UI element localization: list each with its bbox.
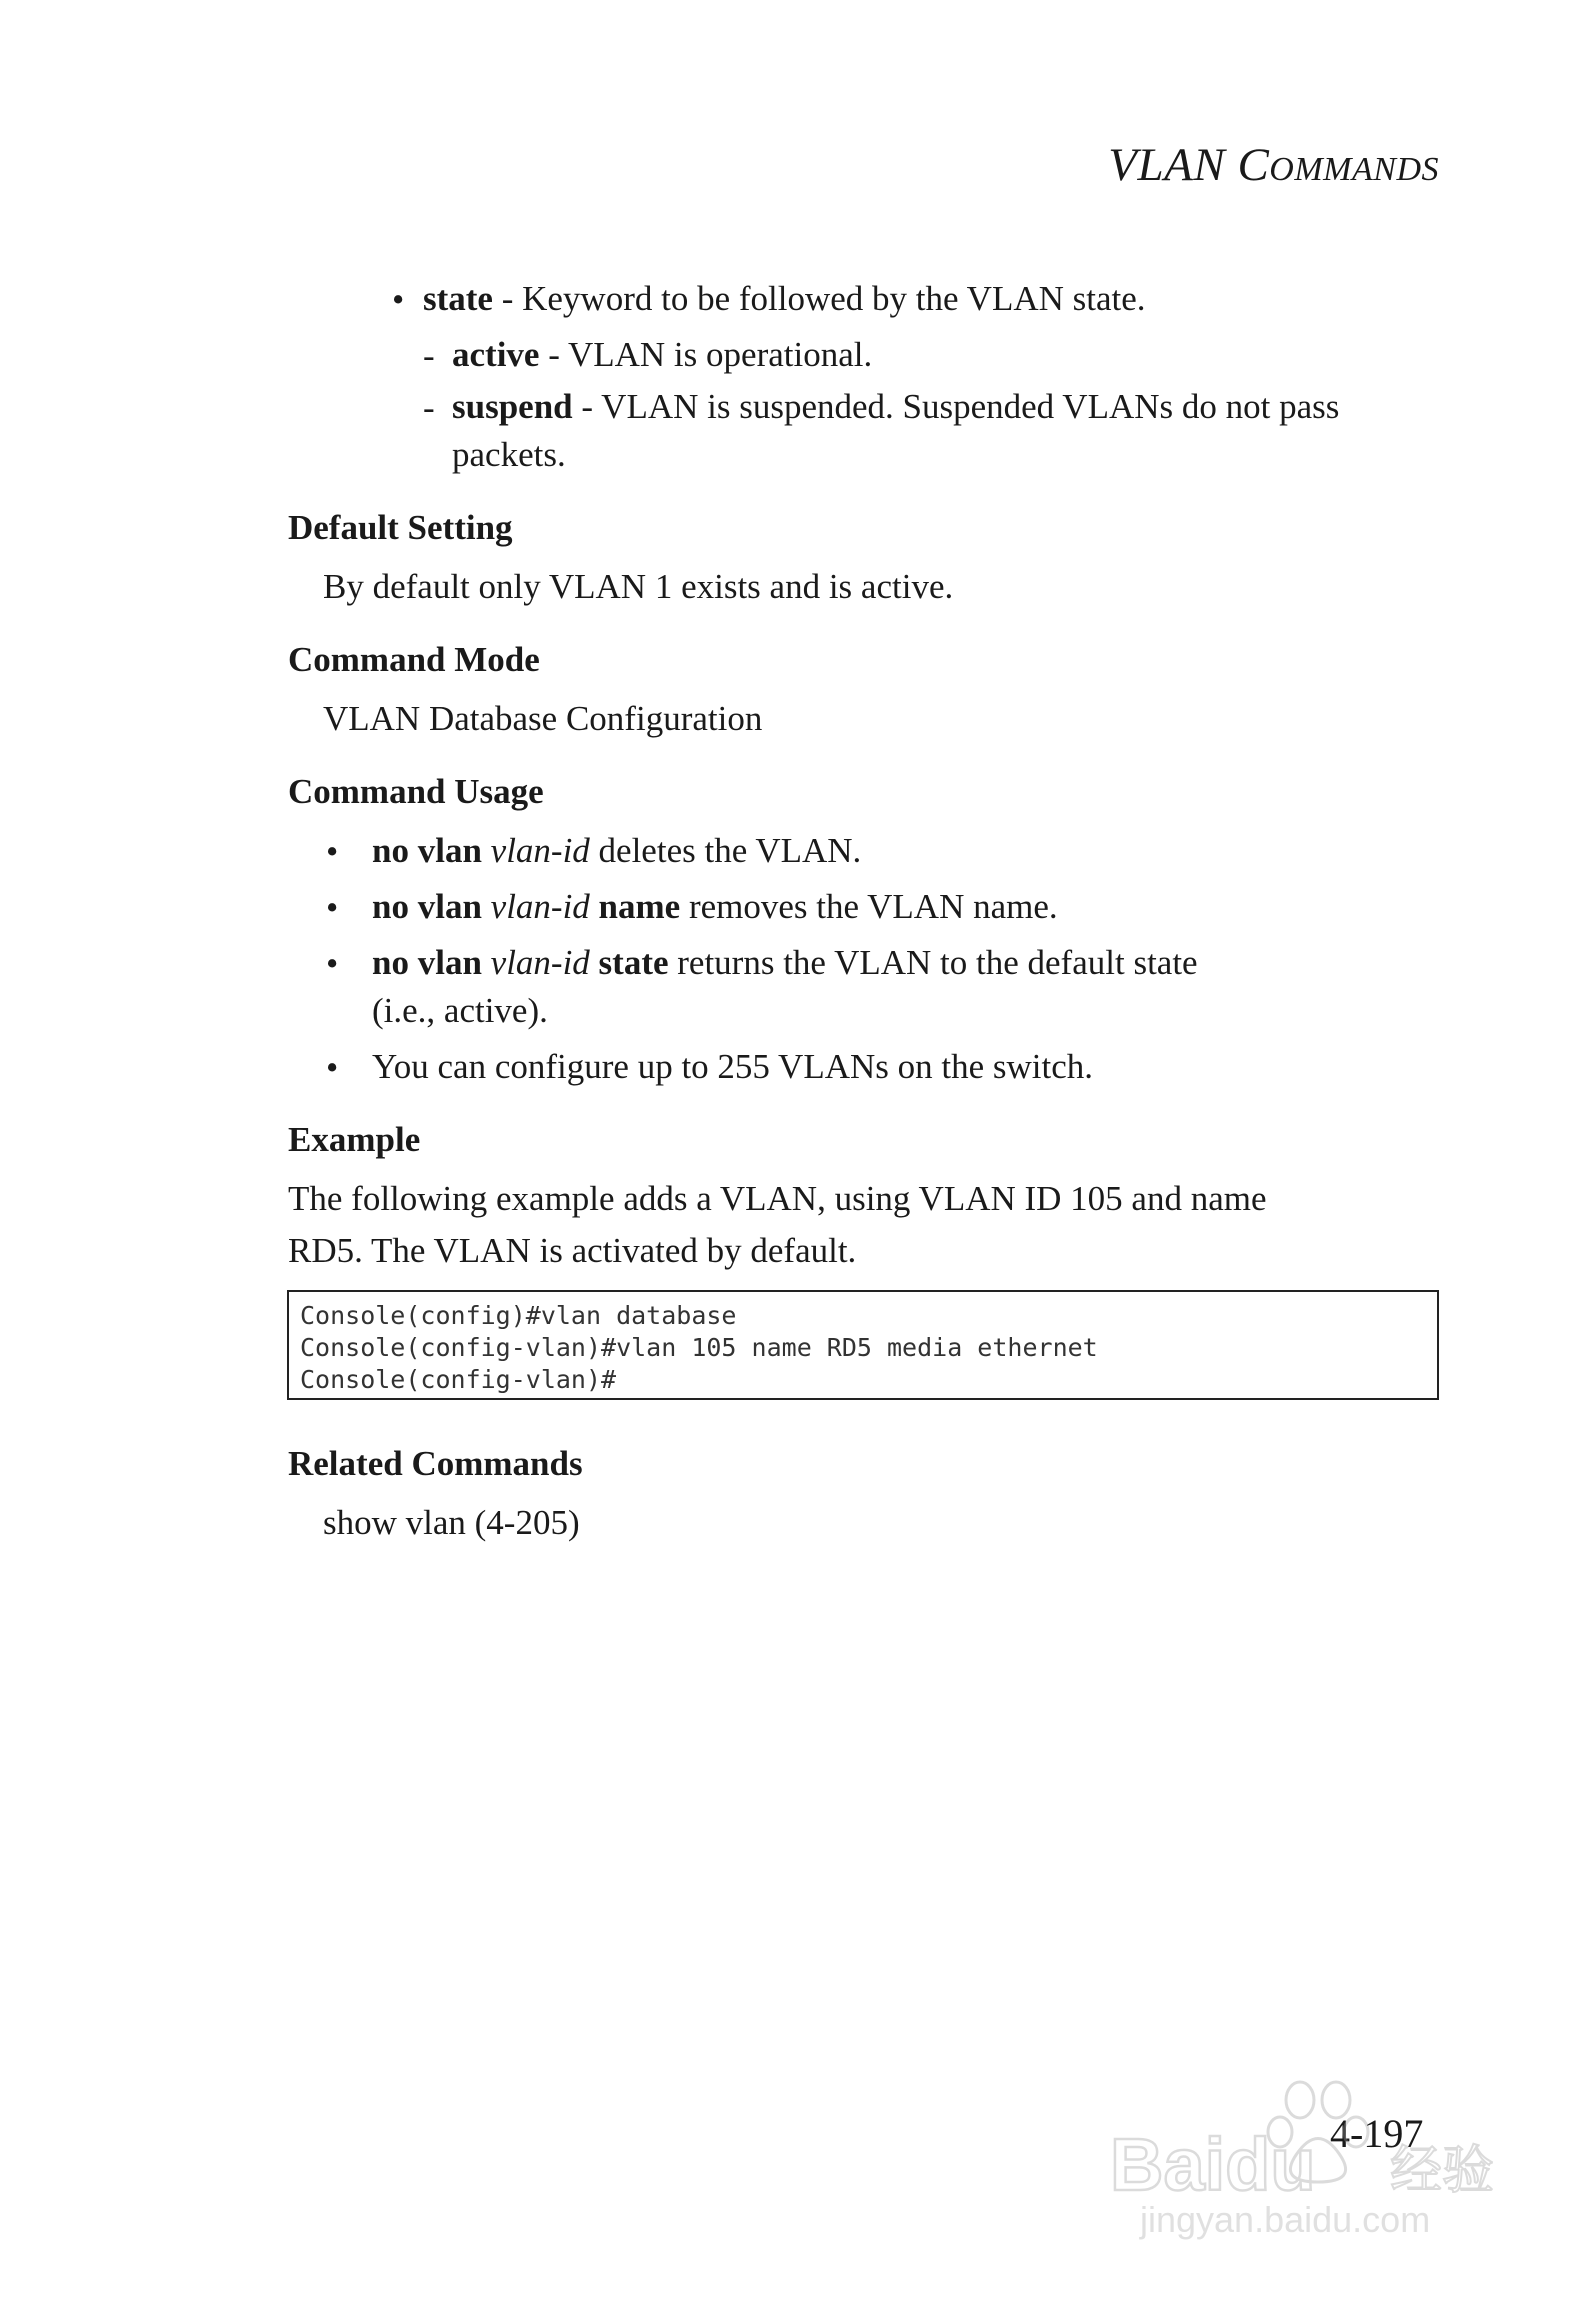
- running-header: [1108, 138, 1439, 192]
- command-mode-text: VLAN Database Configuration: [323, 699, 763, 738]
- usage-item-2: [372, 882, 1058, 931]
- state-keyword: state: [423, 279, 493, 318]
- code-example-box: [287, 1290, 1439, 1400]
- suspend-dash: -: [423, 388, 435, 427]
- usage-bullet-1: •: [326, 832, 339, 871]
- usage-item-1-text: deletes the VLAN.: [589, 831, 862, 870]
- code-line-1: Console(config)#vlan database: [300, 1301, 737, 1330]
- usage-item-1-arg: vlan-id: [490, 831, 590, 870]
- code-line-2: Console(config-vlan)#vlan 105 name RD5 media ethernet: [300, 1333, 1098, 1362]
- state-item: [423, 274, 1146, 323]
- command-mode-heading: Command Mode: [288, 640, 540, 679]
- usage-bullet-2: •: [326, 888, 339, 927]
- usage-item-2-cmd: no vlan: [372, 887, 482, 926]
- usage-bullet-4: •: [326, 1048, 339, 1087]
- baidu-watermark-logo: [1100, 2060, 1500, 2240]
- default-setting-heading: Default Setting: [288, 508, 513, 547]
- running-header-smallcaps: OMMANDS: [1269, 151, 1439, 188]
- active-description: - VLAN is operational.: [539, 335, 873, 374]
- related-commands-heading: Related Commands: [288, 1444, 583, 1483]
- active-item: [452, 330, 872, 379]
- suspend-description-cont: packets.: [452, 435, 566, 474]
- running-header-main: VLAN C: [1108, 139, 1270, 191]
- usage-item-3-arg: vlan-id: [490, 943, 590, 982]
- usage-item-3-cont: (i.e., active).: [372, 991, 548, 1030]
- usage-item-3: [372, 938, 1198, 987]
- suspend-keyword: suspend: [452, 387, 573, 426]
- suspend-item: [452, 382, 1339, 431]
- usage-item-1-cmd: no vlan: [372, 831, 482, 870]
- watermark-sub: 经验: [1390, 2141, 1495, 2201]
- default-setting-text: By default only VLAN 1 exists and is active.: [323, 567, 954, 606]
- usage-item-1: [372, 826, 861, 875]
- usage-item-4: You can configure up to 255 VLANs on the switch.: [372, 1047, 1094, 1086]
- watermark-url: jingyan.baidu.com: [1140, 2199, 1431, 2240]
- code-line-3: Console(config-vlan)#: [300, 1365, 617, 1394]
- usage-item-2-keyword: name: [598, 887, 681, 926]
- usage-item-3-text: returns the VLAN to the default state: [668, 943, 1198, 982]
- state-description: - Keyword to be followed by the VLAN state.: [492, 279, 1146, 318]
- usage-item-2-text: removes the VLAN name.: [680, 887, 1058, 926]
- example-text-line-1: The following example adds a VLAN, using VLAN ID 105 and name: [288, 1179, 1267, 1218]
- usage-item-2-arg: vlan-id: [490, 887, 590, 926]
- example-heading: Example: [288, 1120, 421, 1159]
- command-usage-heading: Command Usage: [288, 772, 544, 811]
- usage-item-3-cmd: no vlan: [372, 943, 482, 982]
- suspend-description: - VLAN is suspended. Suspended VLANs do not pass: [572, 387, 1340, 426]
- usage-bullet-3: •: [326, 944, 339, 983]
- usage-item-3-keyword: state: [598, 943, 669, 982]
- watermark-brand: Baidu: [1110, 2123, 1316, 2206]
- example-text-line-2: RD5. The VLAN is activated by default.: [288, 1231, 857, 1270]
- active-dash: -: [423, 336, 435, 375]
- active-keyword: active: [452, 335, 540, 374]
- related-commands-text: show vlan (4-205): [323, 1503, 580, 1542]
- page-number: 4-197: [1330, 2111, 1424, 2156]
- state-bullet: •: [392, 280, 405, 319]
